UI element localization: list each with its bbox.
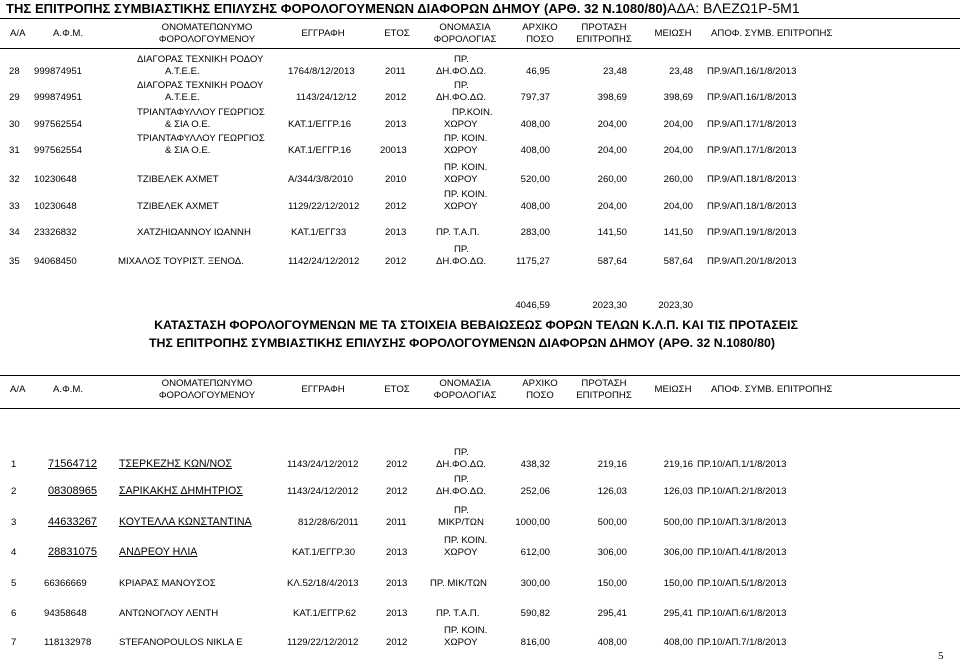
table1-orig: 797,37 [520, 92, 550, 103]
table2-afm: 44633267 [48, 516, 97, 528]
table1-afm: 10230648 [34, 174, 77, 185]
table1-decision: ΠΡ.9/ΑΠ.16/1/8/2013 [707, 92, 797, 103]
table1-type-line2: ΔΗ.ΦΟ.ΔΩ. [436, 256, 487, 267]
table1-reduction: 23,48 [668, 66, 693, 77]
table1-year: 2012 [385, 256, 407, 267]
table2-afm: 71564712 [48, 458, 97, 470]
table1-aa: 35 [9, 256, 20, 267]
t1-header-reduction: ΜΕΙΩΣΗ [654, 28, 692, 39]
table2-type-line1: ΠΡ. ΚΟΙΝ. [444, 535, 488, 546]
table1-year: 2012 [385, 201, 407, 212]
table2-aa: 7 [11, 637, 17, 648]
table1-afm: 23326832 [34, 227, 77, 238]
t1-header-orig-line1: ΑΡΧΙΚΟ [522, 22, 558, 33]
table1-year: 2011 [385, 66, 406, 77]
t1-header-name-line2: ΦΟΡΟΛΟΓΟΥΜΕΝΟΥ [158, 34, 256, 45]
table2-year: 2012 [386, 637, 408, 648]
table2-reduction: 295,41 [663, 608, 693, 619]
table1-header-rule [0, 48, 960, 49]
table1-proposal: 398,69 [597, 92, 627, 103]
table2-aa: 5 [11, 578, 17, 589]
t1-header-prop-line1: ΠΡΟΤΑΣΗ [581, 22, 627, 33]
table1-total-orig: 4046,59 [515, 300, 550, 311]
table1-afm: 999874951 [34, 66, 83, 77]
table1-proposal: 141,50 [597, 227, 627, 238]
table2-record: ΚΑΤ.1/ΕΓΓΡ.30 [292, 547, 356, 558]
t2-header-prop-line1: ΠΡΟΤΑΣΗ [581, 378, 627, 389]
table2-decision: ΠΡ.10/ΑΠ.7/1/8/2013 [697, 637, 787, 648]
table2-afm: 08308965 [48, 485, 97, 497]
table1-name-line1: ΔΙΑΓΟΡΑΣ ΤΕΧΝΙΚΗ ΡΟΔΟΥ [137, 80, 264, 91]
table2-afm: 66366669 [44, 578, 87, 589]
t1-header-record: ΕΓΓΡΑΦΗ [301, 28, 345, 39]
table2-header-rule [0, 408, 960, 409]
table2-name: ΚΟΥΤΕΛΛΑ ΚΩΝΣΤΑΝΤΙΝΑ [119, 516, 252, 528]
table2-proposal: 126,03 [597, 486, 627, 497]
table2-type-line2: ΧΩΡΟΥ [444, 637, 478, 648]
table2-orig: 252,06 [520, 486, 550, 497]
t2-header-aa: Α/Α [10, 384, 26, 395]
table2-aa: 4 [11, 547, 17, 558]
table2-proposal: 408,00 [597, 637, 627, 648]
table2-afm: 28831075 [48, 546, 97, 558]
table1-name-line2: Α.Τ.Ε.Ε. [165, 66, 200, 77]
table1-name: ΤΖΙΒΕΛΕΚ ΑΧΜΕΤ [137, 201, 219, 212]
table2-record: 1143/24/12/2012 [287, 459, 359, 470]
table1-record: Α/344/3/8/2010 [288, 174, 354, 185]
t1-header-name-line1: ΟΝΟΜΑΤΕΠΩΝΥΜΟ [161, 22, 253, 33]
table1-decision: ΠΡ.9/ΑΠ.16/1/8/2013 [707, 66, 797, 77]
table2-orig: 438,32 [520, 459, 550, 470]
table2-type: ΠΡ. Τ.Α.Π. [436, 608, 480, 619]
table1-decision: ΠΡ.9/ΑΠ.18/1/8/2013 [707, 174, 797, 185]
table1-decision: ΠΡ.9/ΑΠ.20/1/8/2013 [707, 256, 797, 267]
table2-year: 2013 [386, 608, 408, 619]
t2-header-name-line2: ΦΟΡΟΛΟΓΟΥΜΕΝΟΥ [158, 390, 256, 401]
table1-type-line2: ΔΗ.ΦΟ.ΔΩ. [436, 66, 487, 77]
table1-orig: 46,95 [525, 66, 550, 77]
table2-type-line1: ΠΡ. [454, 447, 469, 458]
table1-type-line1: ΠΡ. ΚΟΙΝ. [444, 189, 488, 200]
table2-reduction: 408,00 [663, 637, 693, 648]
table1-year: 2013 [385, 227, 407, 238]
table1-reduction: 398,69 [663, 92, 693, 103]
table2-type-line2: ΧΩΡΟΥ [444, 547, 478, 558]
table1-reduction: 204,00 [663, 119, 693, 130]
table1-decision: ΠΡ.9/ΑΠ.17/1/8/2013 [707, 145, 797, 156]
table1-orig: 408,00 [520, 119, 550, 130]
table1-proposal: 23,48 [602, 66, 627, 77]
table2-year: 2013 [386, 547, 408, 558]
table1-record: 1143/24/12/12 [296, 92, 357, 103]
table1-total-proposal: 2023,30 [592, 300, 627, 311]
table1-proposal: 260,00 [597, 174, 627, 185]
table1-aa: 29 [9, 92, 20, 103]
table2-name: ΚΡΙΑΡΑΣ ΜΑΝΟΥΣΟΣ [119, 578, 216, 589]
table1-name-line2: & ΣΙΑ Ο.Ε. [165, 145, 211, 156]
table1-record: 1764/8/12/2013 [288, 66, 355, 77]
table2-type-line1: ΠΡ. [454, 474, 469, 485]
table1-orig: 520,00 [520, 174, 550, 185]
table2-aa: 3 [11, 517, 17, 528]
table1-year: 2013 [385, 119, 407, 130]
table2-reduction: 306,00 [663, 547, 693, 558]
table1-aa: 33 [9, 201, 20, 212]
table2-proposal: 500,00 [597, 517, 627, 528]
t2-header-year: ΕΤΟΣ [384, 384, 410, 395]
table1-aa: 30 [9, 119, 20, 130]
t1-header-year: ΕΤΟΣ [384, 28, 410, 39]
header-title-text: ΤΗΣ ΕΠΙΤΡΟΠΗΣ ΣΥΜΒΙΑΣΤΙΚΗΣ ΕΠΙΛΥΣΗΣ ΦΟΡΟΛΟΓΟΥΜΕΝΩΝ ΔΙΑΦΟΡΩΝ ΔΗΜΟΥ (ΑΡΘ. 32 Ν.1080/80) [6, 1, 668, 16]
table1-afm: 999874951 [34, 92, 83, 103]
table2-aa: 1 [11, 459, 17, 470]
t1-header-aa: Α/Α [10, 28, 26, 39]
table2-year: 2012 [386, 459, 408, 470]
table1-type-line1: ΠΡ.ΚΟΙΝ. [452, 107, 493, 118]
table1-year: 2010 [385, 174, 407, 185]
table1-orig: 283,00 [520, 227, 550, 238]
table2-name: ΤΣΕΡΚΕΖΗΣ ΚΩΝ/ΝΟΣ [119, 458, 232, 470]
table2-type: ΠΡ. ΜΙΚ/ΤΩΝ [430, 578, 487, 589]
table2-year: 2013 [386, 578, 408, 589]
t2-header-record: ΕΓΓΡΑΦΗ [301, 384, 345, 395]
table1-name-line1: ΔΙΑΓΟΡΑΣ ΤΕΧΝΙΚΗ ΡΟΔΟΥ [137, 54, 264, 65]
table2-type-line1: ΠΡ. ΚΟΙΝ. [444, 625, 488, 636]
table1-aa: 31 [9, 145, 20, 156]
table1-type-line1: ΠΡ. ΚΟΙΝ. [444, 162, 488, 173]
table1-proposal: 587,64 [597, 256, 627, 267]
table1-reduction: 260,00 [663, 174, 693, 185]
table1-type-line1: ΠΡ. ΚΟΙΝ. [444, 133, 488, 144]
table1-record: ΚΑΤ.1/ΕΓΓΡ.16 [288, 119, 352, 130]
table2-proposal: 295,41 [597, 608, 627, 619]
page-number: 5 [938, 650, 944, 662]
table2-decision: ΠΡ.10/ΑΠ.3/1/8/2013 [697, 517, 787, 528]
t1-header-type-line2: ΦΟΡΟΛΟΓΙΑΣ [433, 34, 497, 45]
table1-reduction: 141,50 [663, 227, 693, 238]
table1-name-line2: Α.Τ.Ε.Ε. [165, 92, 200, 103]
table2-record: 1129/22/12/2012 [287, 637, 359, 648]
table1-name: ΧΑΤΖΗΙΩΑΝΝΟΥ ΙΩΑΝΝΗ [137, 227, 251, 238]
table2-type-line1: ΠΡ. [454, 505, 469, 516]
table1-type-line2: ΧΩΡΟΥ [444, 119, 478, 130]
table2-name: STEFANOPOULOS NIKLA E [119, 637, 243, 648]
table1-name: ΜΙΧΑΛΟΣ ΤΟΥΡΙΣΤ. ΞΕΝΟΔ. [118, 256, 244, 267]
table1-total-reduction: 2023,30 [658, 300, 693, 311]
t2-header-reduction: ΜΕΙΩΣΗ [654, 384, 692, 395]
table2-decision: ΠΡ.10/ΑΠ.5/1/8/2013 [697, 578, 787, 589]
table1-decision: ΠΡ.9/ΑΠ.19/1/8/2013 [707, 227, 797, 238]
table1-type-line2: ΧΩΡΟΥ [444, 201, 478, 212]
t2-header-type-line1: ΟΝΟΜΑΣΙΑ [439, 378, 491, 389]
table2-decision: ΠΡ.10/ΑΠ.6/1/8/2013 [697, 608, 787, 619]
table1-name-line1: ΤΡΙΑΝΤΑΦΥΛΛΟΥ ΓΕΩΡΓΙΟΣ [137, 133, 265, 144]
table2-orig: 1000,00 [515, 517, 550, 528]
t1-header-afm: Α.Φ.Μ. [53, 28, 84, 39]
table2-name: ΣΑΡΙΚΑΚΗΣ ΔΗΜΗΤΡΙΟΣ [119, 485, 243, 497]
table1-name-line2: & ΣΙΑ Ο.Ε. [165, 119, 211, 130]
table1-name-line1: ΤΡΙΑΝΤΑΦΥΛΛΟΥ ΓΕΩΡΓΙΟΣ [137, 107, 265, 118]
table1-type-line1: ΠΡ. [454, 80, 469, 91]
t2-header-type-line2: ΦΟΡΟΛΟΓΙΑΣ [433, 390, 497, 401]
table1-top-rule [0, 18, 960, 19]
table2-record: ΚΛ.52/18/4/2013 [287, 578, 359, 589]
table1-name: ΤΖΙΒΕΛΕΚ ΑΧΜΕΤ [137, 174, 219, 185]
t1-header-decision: ΑΠΟΦ. ΣΥΜΒ. ΕΠΙΤΡΟΠΗΣ [711, 28, 833, 39]
table1-aa: 32 [9, 174, 20, 185]
table2-record: 1143/24/12/2012 [287, 486, 359, 497]
table1-orig: 408,00 [520, 145, 550, 156]
t1-header-orig-line2: ΠΟΣΟ [526, 34, 554, 45]
table2-type-line2: ΔΗ.ΦΟ.ΔΩ. [436, 459, 487, 470]
table1-type-line2: ΧΩΡΟΥ [444, 174, 478, 185]
table1-record: 1142/24/12/2012 [288, 256, 360, 267]
table1-decision: ΠΡ.9/ΑΠ.18/1/8/2013 [707, 201, 797, 212]
table1-year: 20013 [380, 145, 407, 156]
t1-header-type-line1: ΟΝΟΜΑΣΙΑ [439, 22, 491, 33]
table1-type-line2: ΔΗ.ΦΟ.ΔΩ. [436, 92, 487, 103]
table1-year: 2012 [385, 92, 407, 103]
table2-type-line2: ΜΙΚΡ/ΤΩΝ [438, 517, 484, 528]
table1-afm: 997562554 [34, 119, 83, 130]
table1-type-line1: ΠΡ. [454, 54, 469, 65]
table2-reduction: 150,00 [663, 578, 693, 589]
table1-aa: 28 [9, 66, 20, 77]
table1-proposal: 204,00 [597, 145, 627, 156]
table2-proposal: 219,16 [597, 459, 627, 470]
table2-orig: 590,82 [520, 608, 550, 619]
table1-type-line2: ΧΩΡΟΥ [444, 145, 478, 156]
table1-type-line1: ΠΡ. [454, 244, 469, 255]
table1-proposal: 204,00 [597, 201, 627, 212]
table2-reduction: 126,03 [663, 486, 693, 497]
table1-decision: ΠΡ.9/ΑΠ.17/1/8/2013 [707, 119, 797, 130]
table1-record: ΚΑΤ.1/ΕΓΓ33 [291, 227, 347, 238]
table2-decision: ΠΡ.10/ΑΠ.1/1/8/2013 [697, 459, 787, 470]
t2-header-name-line1: ΟΝΟΜΑΤΕΠΩΝΥΜΟ [161, 378, 253, 389]
table2-record: 812/28/6/2011 [298, 517, 359, 528]
table2-aa: 6 [11, 608, 17, 619]
table2-afm: 94358648 [44, 608, 87, 619]
table1-reduction: 204,00 [663, 201, 693, 212]
table1-type: ΠΡ. Τ.Α.Π. [436, 227, 480, 238]
table2-proposal: 306,00 [597, 547, 627, 558]
table2-orig: 612,00 [520, 547, 550, 558]
t2-header-prop-line2: ΕΠΙΤΡΟΠΗΣ [576, 390, 632, 401]
table1-proposal: 204,00 [597, 119, 627, 130]
table1-aa: 34 [9, 227, 20, 238]
table2-decision: ΠΡ.10/ΑΠ.4/1/8/2013 [697, 547, 787, 558]
table2-decision: ΠΡ.10/ΑΠ.2/1/8/2013 [697, 486, 787, 497]
table1-record: ΚΑΤ.1/ΕΓΓΡ.16 [288, 145, 352, 156]
table2-orig: 816,00 [520, 637, 550, 648]
section-title-line1: ΚΑΤΑΣΤΑΣΗ ΦΟΡΟΛΟΓΟΥΜΕΝΩΝ ΜΕ ΤΑ ΣΤΟΙΧΕΙΑ ΒΕΒΑΙΩΣΕΩΣ ΦΟΡΩΝ ΤΕΛΩΝ Κ.Λ.Π. ΚΑΙ ΤΙΣ ΠΡΟΤΑΣΕΙΣ [154, 318, 798, 332]
table2-record: ΚΑΤ.1/ΕΓΓΡ.62 [293, 608, 357, 619]
section-title-line2: ΤΗΣ ΕΠΙΤΡΟΠΗΣ ΣΥΜΒΙΑΣΤΙΚΗΣ ΕΠΙΛΥΣΗΣ ΦΟΡΟΛΟΓΟΥΜΕΝΩΝ ΔΙΑΦΟΡΩΝ ΔΗΜΟΥ (ΑΡΘ. 32 Ν.1080/80) [148, 336, 775, 350]
table2-name: ΑΝΔΡΕΟΥ ΗΛΙΑ [119, 546, 198, 558]
t2-header-orig-line1: ΑΡΧΙΚΟ [522, 378, 558, 389]
table1-reduction: 204,00 [663, 145, 693, 156]
table1-afm: 94068450 [34, 256, 77, 267]
table2-proposal: 150,00 [597, 578, 627, 589]
table2-type-line2: ΔΗ.ΦΟ.ΔΩ. [436, 486, 487, 497]
table2-year: 2012 [386, 486, 408, 497]
table1-reduction: 587,64 [663, 256, 693, 267]
table2-afm: 118132978 [44, 637, 92, 648]
table2-aa: 2 [11, 486, 17, 497]
table2-name: ΑΝΤΩΝΟΓΛΟΥ ΛΕΝΤΗ [119, 608, 219, 619]
table2-orig: 300,00 [520, 578, 550, 589]
table1-afm: 10230648 [34, 201, 77, 212]
table1-orig: 1175,27 [516, 256, 550, 267]
t2-header-orig-line2: ΠΟΣΟ [526, 390, 554, 401]
document-header-title [6, 0, 960, 16]
table2-reduction: 219,16 [663, 459, 693, 470]
t2-header-decision: ΑΠΟΦ. ΣΥΜΒ. ΕΠΙΤΡΟΠΗΣ [711, 384, 833, 395]
table2-year: 2011 [386, 517, 407, 528]
t2-header-afm: Α.Φ.Μ. [53, 384, 84, 395]
table2-top-rule [0, 375, 960, 376]
table2-reduction: 500,00 [663, 517, 693, 528]
table1-orig: 408,00 [520, 201, 550, 212]
ada-code: ΑΔΑ: ΒΛΕΖΩ1Ρ-5Μ1 [667, 0, 800, 16]
table1-afm: 997562554 [34, 145, 83, 156]
table1-record: 1129/22/12/2012 [288, 201, 360, 212]
t1-header-prop-line2: ΕΠΙΤΡΟΠΗΣ [576, 34, 632, 45]
